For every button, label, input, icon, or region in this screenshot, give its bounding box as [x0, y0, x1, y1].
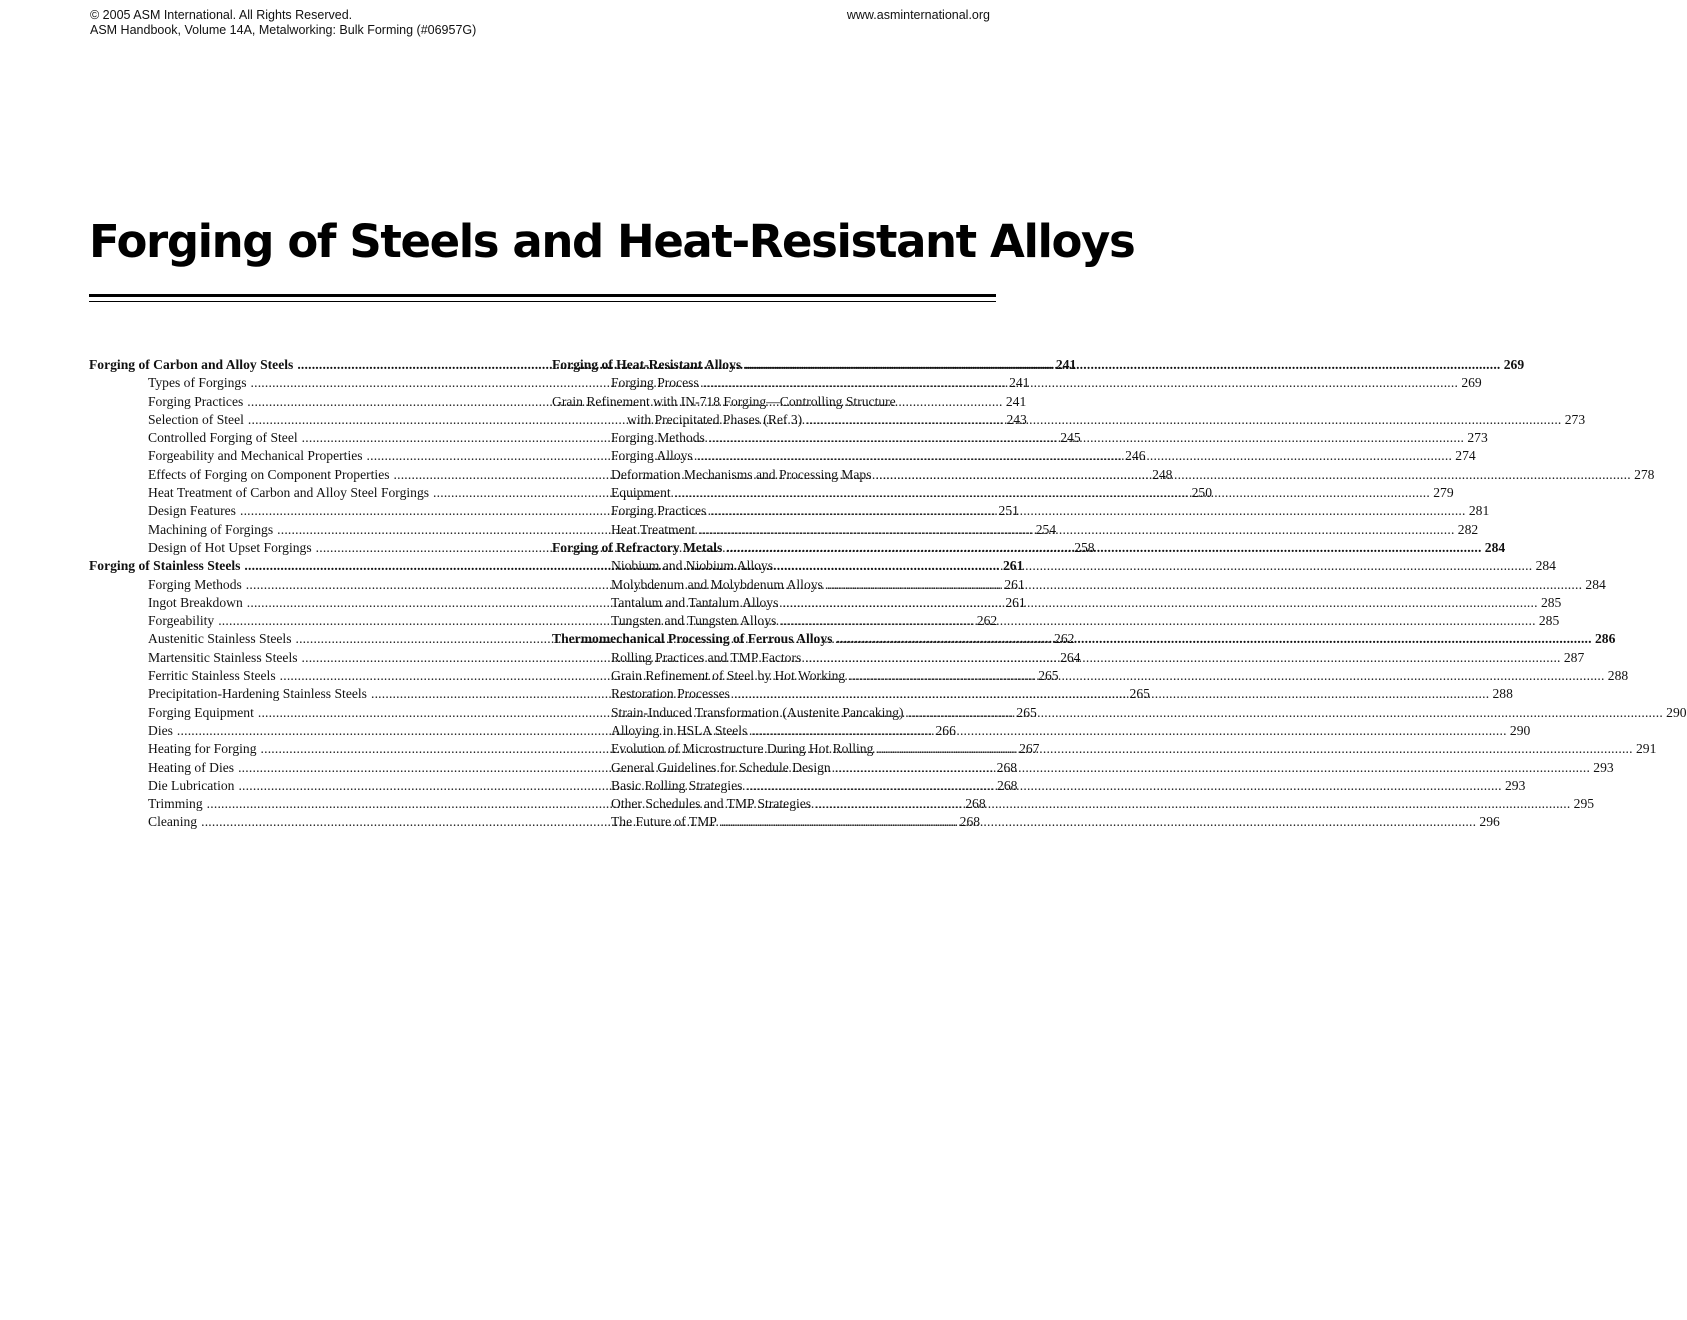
copyright-notice: © 2005 ASM International. All Rights Reserved.	[90, 8, 353, 22]
toc-entry-page: 285	[1538, 613, 1560, 629]
toc-leader-dots	[746, 777, 1500, 795]
toc-entry-title: Forging of Carbon and Alloy Steels	[89, 357, 294, 372]
toc-entry-page: 262	[1054, 631, 1075, 647]
toc-entry-page: 262	[976, 613, 998, 629]
toc-entry-page: 268	[996, 759, 1018, 775]
toc-entry-title: Niobium and Niobium Alloys	[611, 558, 773, 574]
toc-leader-dots	[699, 521, 1453, 539]
toc-entry-page: 288	[1492, 686, 1513, 702]
toc-leader-dots	[876, 466, 1630, 484]
toc-entry-title: Heat Treatment of Carbon and Alloy Steel Forgings	[148, 485, 430, 501]
toc-entry-title: Other Schedules and TMP Strategies	[611, 796, 812, 812]
toc-leader-dots	[908, 704, 1662, 722]
page-title: Forging of Steels and Heat-Resistant Alloys	[89, 215, 1135, 268]
toc-entry-page: 241	[1009, 375, 1030, 391]
toc-entry-title: Forging Process	[611, 375, 699, 391]
toc-entry-title: Ferritic Stainless Steels	[148, 668, 276, 684]
toc-entry[interactable]	[552, 722, 1531, 740]
toc-entry-page: 290	[1666, 704, 1687, 720]
toc-entry-title: Alloying in HSLA Steels	[611, 722, 748, 738]
toc-entry-title: Heat Treatment	[611, 521, 696, 537]
toc-entry[interactable]	[552, 393, 996, 411]
toc-entry-title: Controlled Forging of Steel	[148, 430, 298, 446]
toc-entry-title: Molybdenum and Molybdenum Alloys	[611, 576, 823, 592]
toc-entry-page: 284	[1484, 539, 1506, 555]
toc-entry-page: 273	[1564, 411, 1586, 427]
toc-entry-page: 268	[965, 796, 986, 812]
toc-leader-dots	[806, 411, 1560, 429]
toc-entry-page: 282	[1457, 521, 1479, 537]
toc-leader-dots	[697, 447, 1451, 465]
toc-entry-page: 266	[935, 722, 956, 738]
toc-leader-dots	[805, 649, 1559, 667]
toc-leader-dots	[849, 667, 1603, 685]
toc-entry-page: 241	[1055, 357, 1077, 372]
toc-entry-title: Forging Practices	[148, 393, 244, 409]
toc-leader-dots	[815, 795, 1569, 813]
toc-entry-page: 279	[1433, 485, 1454, 501]
toc-entry-title: with Precipitated Phases (Ref 3)	[627, 411, 803, 427]
toc-leader-dots	[734, 685, 1488, 703]
toc-entry-page: 278	[1634, 466, 1655, 482]
toc-entry-page: 296	[1479, 814, 1500, 830]
toc-entry-title: Forging of Heat-Resistant Alloys	[552, 357, 742, 372]
toc-entry-title: Forging Methods	[611, 430, 705, 446]
toc-leader-dots	[835, 759, 1589, 777]
toc-entry-page: 258	[1074, 539, 1095, 555]
toc-entry-page: 246	[1125, 448, 1146, 464]
toc-entry-page: 284	[1535, 558, 1556, 574]
toc-leader-dots	[703, 374, 1457, 392]
toc-entry-title: Grain Refinement with IN-718 Forging—Controlling Structure	[552, 393, 896, 409]
toc-entry-page: 295	[1573, 796, 1595, 812]
toc-entry-page: 293	[1504, 777, 1526, 793]
toc-leader-dots	[726, 539, 1480, 557]
book-reference: ASM Handbook, Volume 14A, Metalworking: Bulk Forming (#06957G)	[90, 23, 477, 37]
title-rule-thin	[89, 301, 996, 302]
toc-entry-title: Tungsten and Tungsten Alloys	[611, 613, 777, 629]
toc-entry-title: Restoration Processes	[611, 686, 730, 702]
toc-entry-title: Martensitic Stainless Steels	[148, 649, 298, 665]
toc-entry-title: Trimming	[148, 796, 203, 812]
toc-entry-page: 269	[1503, 357, 1525, 372]
toc-entry-title: Basic Rolling Strategies	[611, 777, 743, 793]
toc-entry-page: 243	[1006, 411, 1027, 427]
toc-entry[interactable]	[552, 795, 1595, 813]
toc-entry-title: Forging of Stainless Steels	[89, 558, 241, 574]
toc-entry-title: Die Lubrication	[148, 777, 235, 793]
page-header-left	[90, 8, 476, 38]
toc-entry-page: 261	[1004, 576, 1025, 592]
toc-entry-title: Machining of Forgings	[148, 521, 274, 537]
toc-entry-page: 287	[1563, 649, 1585, 665]
toc-leader-dots	[721, 813, 1475, 831]
toc-entry-page: 251	[998, 503, 1019, 519]
toc-entry-page: 264	[1060, 649, 1081, 665]
toc-leader-dots	[709, 429, 1463, 447]
toc-entry-title: Types of Forgings	[148, 375, 247, 391]
toc-leader-dots	[710, 502, 1464, 520]
toc-entry-page: 286	[1594, 631, 1616, 647]
toc-entry-page: 268	[959, 814, 981, 830]
toc-leader-dots	[777, 557, 1531, 575]
toc-entry-title: Selection of Steel	[148, 411, 244, 427]
toc-entry-title: Ingot Breakdown	[148, 594, 243, 610]
toc-entry-page: 261	[1002, 558, 1024, 574]
toc-entry-page: 254	[1035, 521, 1057, 537]
toc-entry-title: Forging Practices	[611, 503, 707, 519]
toc-leader-dots	[780, 612, 1534, 630]
toc-entry-page: 265	[1129, 686, 1150, 702]
toc-entry-title: Equipment	[611, 485, 671, 501]
toc-entry-title: Design Features	[148, 503, 236, 519]
toc-entry-page: 274	[1455, 448, 1476, 464]
toc-entry-title: Strain-Induced Transformation (Austenite Pancaking)	[611, 704, 904, 720]
toc-entry-page: 248	[1152, 466, 1173, 482]
toc-entry-page: 267	[1019, 741, 1040, 757]
toc-entry-title: Thermomechanical Processing of Ferrous Alloys	[552, 631, 833, 647]
toc-entry-title: Grain Refinement of Steel by Hot Working	[611, 668, 846, 684]
toc-entry-page: 241	[1005, 393, 1027, 409]
toc-leader-dots	[675, 484, 1429, 502]
toc-entry-title: Tantalum and Tantalum Alloys	[611, 594, 779, 610]
toc-entry-title: General Guidelines for Schedule Design	[611, 759, 831, 775]
toc-entry-page: 291	[1635, 741, 1657, 757]
toc-entry-title: Effects of Forging on Component Properties	[148, 466, 390, 482]
toc-leader-dots	[745, 356, 1499, 374]
toc-entry-page: 290	[1509, 722, 1531, 738]
toc-entry-title: Cleaning	[148, 814, 198, 830]
toc-entry-page: 265	[1016, 704, 1037, 720]
toc-entry-title: Heating of Dies	[148, 759, 235, 775]
toc-entry-title: Forging Alloys	[611, 448, 693, 464]
toc-entry-page: 284	[1585, 576, 1606, 592]
toc-leader-dots	[827, 576, 1581, 594]
toc-entry-title: Forging Methods	[148, 576, 242, 592]
toc-leader-dots	[751, 722, 1505, 740]
toc-entry-title: Heating for Forging	[148, 741, 257, 757]
title-rule-thick	[89, 294, 996, 297]
toc-leader-dots	[877, 740, 1631, 758]
toc-entry-title: Austenitic Stainless Steels	[148, 631, 292, 647]
toc-entry-page: 245	[1060, 430, 1081, 446]
toc-entry-title: Evolution of Microstructure During Hot Rolling	[611, 741, 874, 757]
website-link[interactable]: www.asminternational.org	[846, 8, 990, 22]
toc-entry-page: 273	[1467, 430, 1488, 446]
toc-entry[interactable]	[552, 612, 1560, 630]
toc-entry-title: Forging Equipment	[148, 704, 254, 720]
toc-entry-page: 281	[1468, 503, 1490, 519]
toc-entry-title: Deformation Mechanisms and Processing Maps	[611, 466, 872, 482]
toc-entry-page: 288	[1607, 668, 1629, 684]
toc-entry-title: Forging of Refractory Metals	[552, 539, 723, 555]
toc-entry-page: 250	[1191, 485, 1212, 501]
toc-entry-title: The Future of TMP	[611, 814, 717, 830]
toc-entry-page: 293	[1593, 759, 1614, 775]
toc-entry-page: 269	[1461, 375, 1482, 391]
toc-leader-dots	[782, 594, 1536, 612]
toc-entry-page: 285	[1540, 594, 1562, 610]
toc-entry-title: Rolling Practices and TMP Factors	[611, 649, 802, 665]
toc-entry[interactable]	[552, 813, 1500, 831]
toc-entry-title: Precipitation-Hardening Stainless Steels	[148, 686, 367, 702]
toc-entry-title: Forgeability	[148, 613, 215, 629]
toc-leader-dots	[836, 630, 1590, 648]
toc-entry-title: Forgeability and Mechanical Properties	[148, 448, 363, 464]
toc-entry-page: 265	[1038, 668, 1059, 684]
toc-entry-title: Design of Hot Upset Forgings	[148, 539, 312, 555]
toc-entry-page: 268	[997, 777, 1018, 793]
toc-entry-title: Dies	[148, 722, 173, 738]
toc-entry-page: 261	[1005, 594, 1026, 610]
